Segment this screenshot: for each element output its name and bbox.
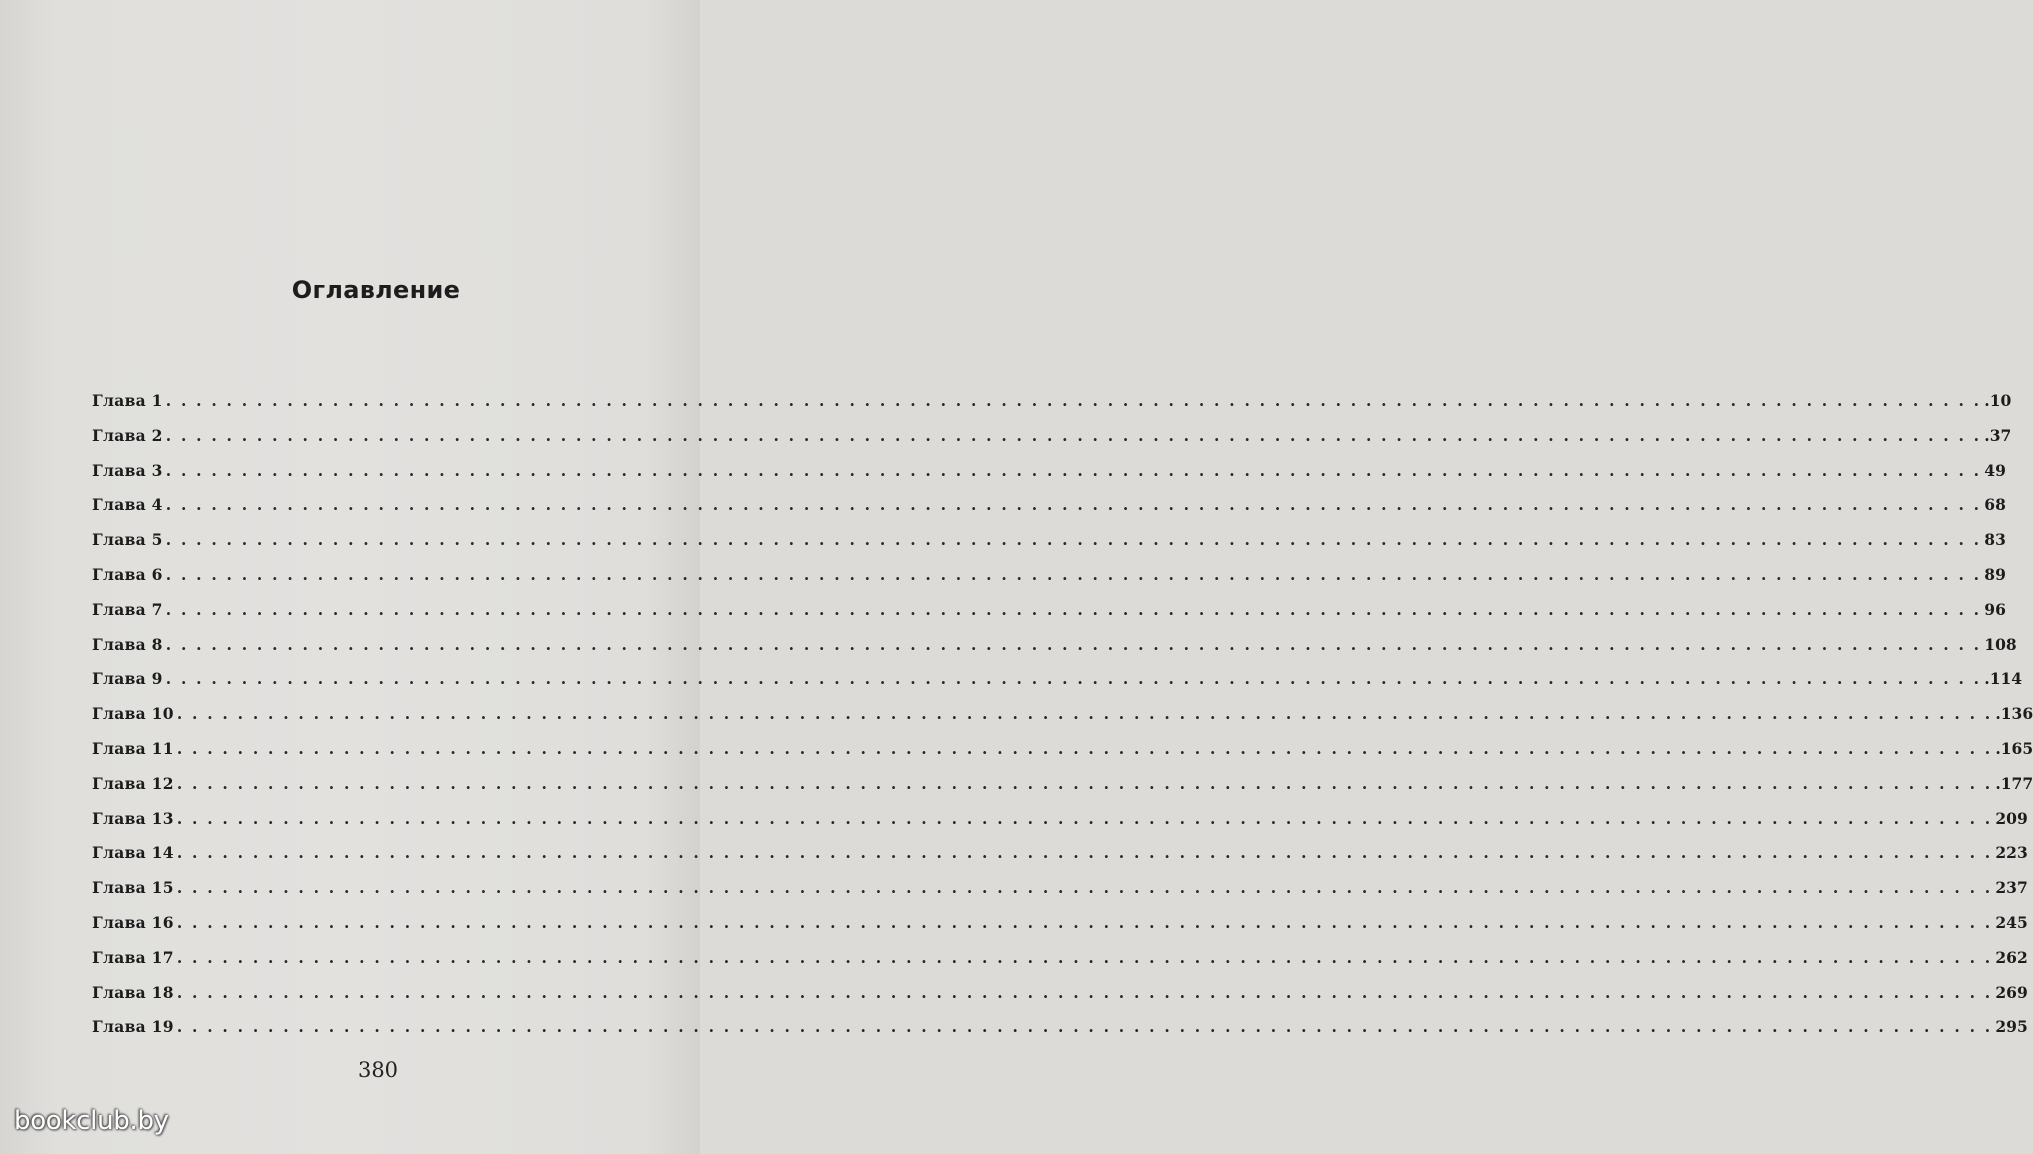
toc-entry-label: Глава 3 [92, 460, 163, 480]
toc-dot-leader: . . . . . . . . . . . . . . . . . . . . . . . . . . . . . . . . . . . . . . . . . . . . . . . . . . . . . . . . . . . . . . . . . . . . . . . . . . . . . . . . . . . . . . . . . . . . . . . . . . . . . . . . . . . . . . . . . . . . . . . . [165, 425, 1982, 445]
toc-entry [92, 941, 2028, 976]
toc-dot-leader: . . . . . . . . . . . . . . . . . . . . . . . . . . . . . . . . . . . . . . . . . . . . . . . . . . . . . . . . . . . . . . . . . . . . . . . . . . . . . . . . . . . . . . . . . . . . . . . . . . . . . . . . . . . . . . . . . . . . . . . . [176, 843, 1993, 863]
toc-entry-label: Глава 1 [92, 391, 163, 410]
toc-entry-label: Глава 18 [92, 982, 174, 1002]
toc-entry-label: Глава 2 [92, 425, 163, 445]
toc-entry-page: 96 [1984, 599, 2006, 619]
toc-dot-leader: . . . . . . . . . . . . . . . . . . . . . . . . . . . . . . . . . . . . . . . . . . . . . . . . . . . . . . . . . . . . . . . . . . . . . . . . . . . . . . . . . . . . . . . . . . . . . . . . . . . . . . . . . . . . . . . . . . . . . . . . [165, 599, 1982, 619]
toc-entry-label: Глава 19 [92, 1017, 174, 1037]
toc-entry-label: Глава 15 [92, 878, 174, 898]
toc-entry [92, 732, 2033, 767]
toc-entry [92, 488, 2006, 523]
page-number: 380 [357, 1058, 399, 1082]
toc-entry [92, 871, 2028, 906]
toc-dot-leader: . . . . . . . . . . . . . . . . . . . . . . . . . . . . . . . . . . . . . . . . . . . . . . . . . . . . . . . . . . . . . . . . . . . . . . . . . . . . . . . . . . . . . . . . . . . . . . . . . . . . . . . . . . . . . . . . . . . . . . . . [176, 704, 1993, 724]
toc-entry-page: 68 [1984, 495, 2006, 515]
toc-entry-label: Глава 4 [92, 495, 163, 515]
toc-dot-leader: . . . . . . . . . . . . . . . . . . . . . . . . . . . . . . . . . . . . . . . . . . . . . . . . . . . . . . . . . . . . . . . . . . . . . . . . . . . . . . . . . . . . . . . . . . . . . . . . . . . . . . . . . . . . . . . . . . . . . . . . [176, 773, 1993, 793]
toc-dot-leader: . . . . . . . . . . . . . . . . . . . . . . . . . . . . . . . . . . . . . . . . . . . . . . . . . . . . . . . . . . . . . . . . . . . . . . . . . . . . . . . . . . . . . . . . . . . . . . . . . . . . . . . . . . . . . . . . . . . . . . . . [176, 947, 1993, 967]
toc-entry-page: 209 [1995, 808, 2028, 828]
toc-entry-page: 295 [1995, 1017, 2028, 1037]
toc-entry-label: Глава 16 [92, 912, 174, 932]
toc-entry-page: 237 [1995, 878, 2028, 898]
toc-entry [92, 767, 2033, 802]
toc-dot-leader: . . . . . . . . . . . . . . . . . . . . . . . . . . . . . . . . . . . . . . . . . . . . . . . . . . . . . . . . . . . . . . . . . . . . . . . . . . . . . . . . . . . . . . . . . . . . . . . . . . . . . . . . . . . . . . . . . . . . . . . . [165, 564, 1982, 584]
toc-dot-leader: . . . . . . . . . . . . . . . . . . . . . . . . . . . . . . . . . . . . . . . . . . . . . . . . . . . . . . . . . . . . . . . . . . . . . . . . . . . . . . . . . . . . . . . . . . . . . . . . . . . . . . . . . . . . . . . . . . . . . . . . [165, 669, 1982, 689]
toc-dot-leader: . . . . . . . . . . . . . . . . . . . . . . . . . . . . . . . . . . . . . . . . . . . . . . . . . . . . . . . . . . . . . . . . . . . . . . . . . . . . . . . . . . . . . . . . . . . . . . . . . . . . . . . . . . . . . . . . . . . . . . . . [176, 738, 1993, 758]
toc-entry-label: Глава 13 [92, 808, 174, 828]
toc-entry [92, 906, 2028, 941]
toc-entry-page: .10 [1984, 391, 2012, 410]
toc-entry-page: .177 [1995, 773, 2033, 793]
toc-entry-page: 89 [1984, 564, 2006, 584]
toc-entry-page: .37 [1984, 425, 2012, 445]
toc-entry-page: 49 [1984, 460, 2006, 480]
toc-entry-label: Глава 11 [92, 738, 174, 758]
toc-entry [92, 454, 2006, 489]
toc-entry-label: Глава 7 [92, 599, 163, 619]
toc-entry [92, 697, 2033, 732]
toc-entry [92, 662, 2023, 697]
toc-entry-page: 262 [1995, 947, 2028, 967]
toc-dot-leader: . . . . . . . . . . . . . . . . . . . . . . . . . . . . . . . . . . . . . . . . . . . . . . . . . . . . . . . . . . . . . . . . . . . . . . . . . . . . . . . . . . . . . . . . . . . . . . . . . . . . . . . . . . . . . . . . . . . . . . . . [176, 912, 1993, 932]
toc-entry-page: 83 [1984, 530, 2006, 550]
toc-entry [92, 558, 2006, 593]
page-title: Оглавление [291, 276, 461, 304]
toc-entry [92, 593, 2006, 628]
watermark-text: bookclub.by [14, 1106, 169, 1136]
toc-dot-leader: . . . . . . . . . . . . . . . . . . . . . . . . . . . . . . . . . . . . . . . . . . . . . . . . . . . . . . . . . . . . . . . . . . . . . . . . . . . . . . . . . . . . . . . . . . . . . . . . . . . . . . . . . . . . . . . . . . . . . . . . [165, 634, 1982, 654]
toc-dot-leader: . . . . . . . . . . . . . . . . . . . . . . . . . . . . . . . . . . . . . . . . . . . . . . . . . . . . . . . . . . . . . . . . . . . . . . . . . . . . . . . . . . . . . . . . . . . . . . . . . . . . . . . . . . . . . . . . . . . . . . . . [165, 460, 1982, 480]
toc-dot-leader: . . . . . . . . . . . . . . . . . . . . . . . . . . . . . . . . . . . . . . . . . . . . . . . . . . . . . . . . . . . . . . . . . . . . . . . . . . . . . . . . . . . . . . . . . . . . . . . . . . . . . . . . . . . . . . . . . . . . . . . . [165, 530, 1982, 550]
toc-entry-label: Глава 9 [92, 669, 163, 689]
toc-entry-label: Глава 14 [92, 843, 174, 863]
toc-dot-leader: . . . . . . . . . . . . . . . . . . . . . . . . . . . . . . . . . . . . . . . . . . . . . . . . . . . . . . . . . . . . . . . . . . . . . . . . . . . . . . . . . . . . . . . . . . . . . . . . . . . . . . . . . . . . . . . . . . . . . . . . [165, 495, 1982, 515]
toc-entry-label: Глава 10 [92, 704, 174, 724]
toc-entry-page: 223 [1995, 843, 2028, 863]
toc-entry-page: .165 [1995, 738, 2033, 758]
toc-entry [92, 523, 2006, 558]
toc-dot-leader: . . . . . . . . . . . . . . . . . . . . . . . . . . . . . . . . . . . . . . . . . . . . . . . . . . . . . . . . . . . . . . . . . . . . . . . . . . . . . . . . . . . . . . . . . . . . . . . . . . . . . . . . . . . . . . . . . . . . . . . . [165, 391, 1982, 410]
toc-entry [92, 976, 2028, 1011]
toc-entry-label: Глава 6 [92, 564, 163, 584]
toc-entry-label: Глава 8 [92, 634, 163, 654]
toc-entry-page: .136 [1995, 704, 2033, 724]
toc-entry [92, 628, 2017, 663]
table-of-contents [92, 384, 2033, 1045]
toc-entry-page: 269 [1995, 982, 2028, 1002]
toc-entry [92, 1010, 2028, 1045]
toc-entry [92, 836, 2028, 871]
toc-dot-leader: . . . . . . . . . . . . . . . . . . . . . . . . . . . . . . . . . . . . . . . . . . . . . . . . . . . . . . . . . . . . . . . . . . . . . . . . . . . . . . . . . . . . . . . . . . . . . . . . . . . . . . . . . . . . . . . . . . . . . . . . [176, 808, 1993, 828]
toc-entry [92, 384, 2012, 419]
toc-dot-leader: . . . . . . . . . . . . . . . . . . . . . . . . . . . . . . . . . . . . . . . . . . . . . . . . . . . . . . . . . . . . . . . . . . . . . . . . . . . . . . . . . . . . . . . . . . . . . . . . . . . . . . . . . . . . . . . . . . . . . . . . [176, 878, 1993, 898]
toc-entry-page: 108 [1984, 634, 2017, 654]
toc-entry [92, 419, 2012, 454]
toc-dot-leader: . . . . . . . . . . . . . . . . . . . . . . . . . . . . . . . . . . . . . . . . . . . . . . . . . . . . . . . . . . . . . . . . . . . . . . . . . . . . . . . . . . . . . . . . . . . . . . . . . . . . . . . . . . . . . . . . . . . . . . . . [176, 1017, 1993, 1037]
toc-entry [92, 802, 2028, 837]
toc-dot-leader: . . . . . . . . . . . . . . . . . . . . . . . . . . . . . . . . . . . . . . . . . . . . . . . . . . . . . . . . . . . . . . . . . . . . . . . . . . . . . . . . . . . . . . . . . . . . . . . . . . . . . . . . . . . . . . . . . . . . . . . . [176, 982, 1993, 1002]
toc-entry-page: 245 [1995, 912, 2028, 932]
toc-entry-label: Глава 12 [92, 773, 174, 793]
toc-entry-label: Глава 17 [92, 947, 174, 967]
toc-entry-page: .114 [1984, 669, 2023, 689]
toc-entry-label: Глава 5 [92, 530, 163, 550]
